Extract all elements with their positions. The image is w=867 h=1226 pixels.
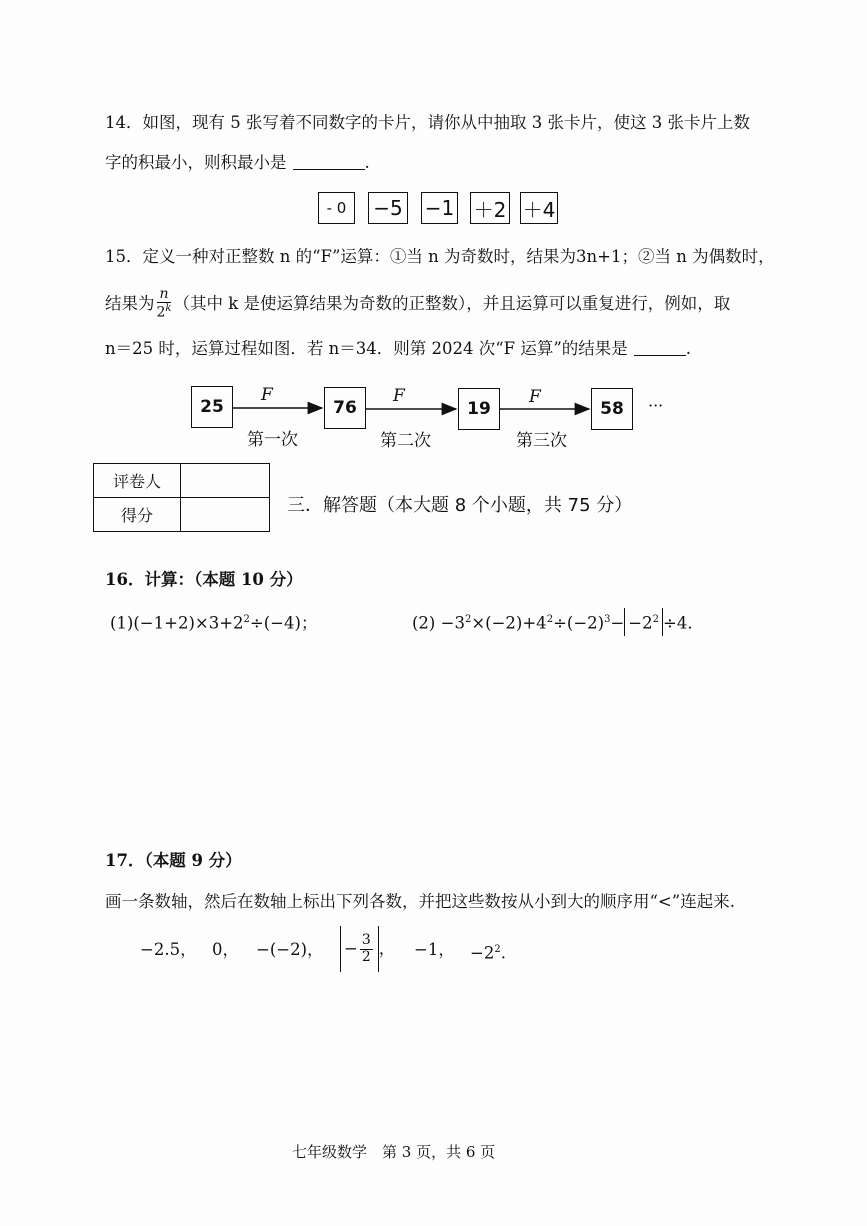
score-label-score: 得分 [94,498,181,532]
q15-line1: 15．定义一种对正整数 n 的“F”运算：①当 n 为奇数时，结果为3n+1；②当 n 为偶数时， [105,247,775,266]
q17-num-6 [470,938,506,966]
q14-line1: 14．如图，现有 5 张写着不同数字的卡片，请你从中抽取 3 张卡片，使这 3 张卡片上数 [105,113,750,132]
q16-p2-a: (2) −3 [412,613,465,633]
flow-box-4-label: 58 [600,399,624,419]
q17-num-3: −(−2)， [256,940,324,959]
q17-abs-frac [340,926,379,972]
q16-p2-c-exp: 3 [604,614,611,625]
q16-p2-b-exp: 2 [546,614,554,625]
frac-numerator: n [159,286,169,302]
q16-p2-abs-exp: 2 [652,614,659,625]
flow-box-2-label: 76 [333,398,357,418]
flow-op-2: F [393,386,405,406]
q16-title: 16．计算：（本题 10 分） [105,570,303,589]
q17-n4-tail: ， [378,939,396,958]
q17-frac [360,933,373,965]
card-1-label: - 0 [326,199,347,217]
q17-n6-exp: 2 [494,944,501,955]
card-5-label: ＋4 [522,197,556,222]
q17-num-5: −1， [414,940,455,959]
q14-line2-text: 字的积最小，则积最小是 [105,153,287,172]
flow-step-3: 第三次 [516,431,567,451]
flow-step-2: 第二次 [380,431,431,451]
card-2-label: −5 [373,196,403,220]
q17-n6-tail: . [500,943,506,963]
q17-num-2: 0， [212,940,239,959]
score-cell-grader [181,464,270,498]
q14-line2-end: . [364,153,370,172]
flow-op-1: F [261,385,273,405]
q16-p2-e: ÷4． [663,613,704,633]
section-title: 三．解答题（本大题 8 个小题，共 75 分） [287,495,633,516]
q17-frac-den: 2 [361,948,371,965]
q15-line3-end: . [685,339,692,358]
q16-p2-abs-base: −2 [628,613,653,633]
q17-n4-sign: − [344,939,358,958]
frac-den-base: 2 [156,305,166,322]
score-label-grader: 评卷人 [94,464,181,498]
flow-step-1: 第一次 [247,430,298,450]
q17-n6-base: −2 [470,943,495,963]
q16-p2-a-exp: 2 [464,614,472,625]
q16-p1-text: (1)(−1+2)×3+2 [110,613,244,633]
q16-part1 [110,608,317,636]
page-footer: 七年级数学 第 3 页，共 6 页 [292,1143,496,1161]
q16-p2-abs [624,608,663,636]
q17-num-1: −2.5， [140,940,197,959]
q17-num-4 [340,926,395,972]
q16-p1-tail: ÷(−4)； [249,613,318,633]
q15-line2-post: （其中 k 是使运算结果为奇数的正整数），并且运算可以重复进行，例如，取 [173,294,731,314]
q16-part2 [412,608,704,636]
flow-box-3-label: 19 [467,399,491,419]
flow-box-1-label: 25 [200,397,224,417]
score-table [93,463,270,532]
q17-frac-num: 3 [361,932,371,949]
card-3-label: −1 [424,196,455,220]
flow-op-3: F [529,387,541,407]
q17-title: 17．（本题 9 分） [105,851,242,870]
q16-p2-b: ×(−2)+4 [471,613,547,633]
flow-arrows [0,0,867,460]
q17-instruction: 画一条数轴，然后在数轴上标出下列各数，并把这些数按从小到大的顺序用“<”连起来. [105,892,735,911]
q16-p2-d: − [610,613,625,633]
card-4-label: ＋2 [473,197,507,222]
flow-ellipsis: ··· [648,396,664,415]
q15-line3-text: n＝25 时，运算过程如图．若 n＝34．则第 2024 次“F 运算”的结果是 [105,339,628,358]
q15-line2-pre: 结果为 [105,294,155,314]
score-cell-score [181,498,270,532]
q16-p1-exp: 2 [243,614,250,625]
q16-p2-c: ÷(−2) [553,613,605,633]
frac-den-exp: k [165,303,172,315]
